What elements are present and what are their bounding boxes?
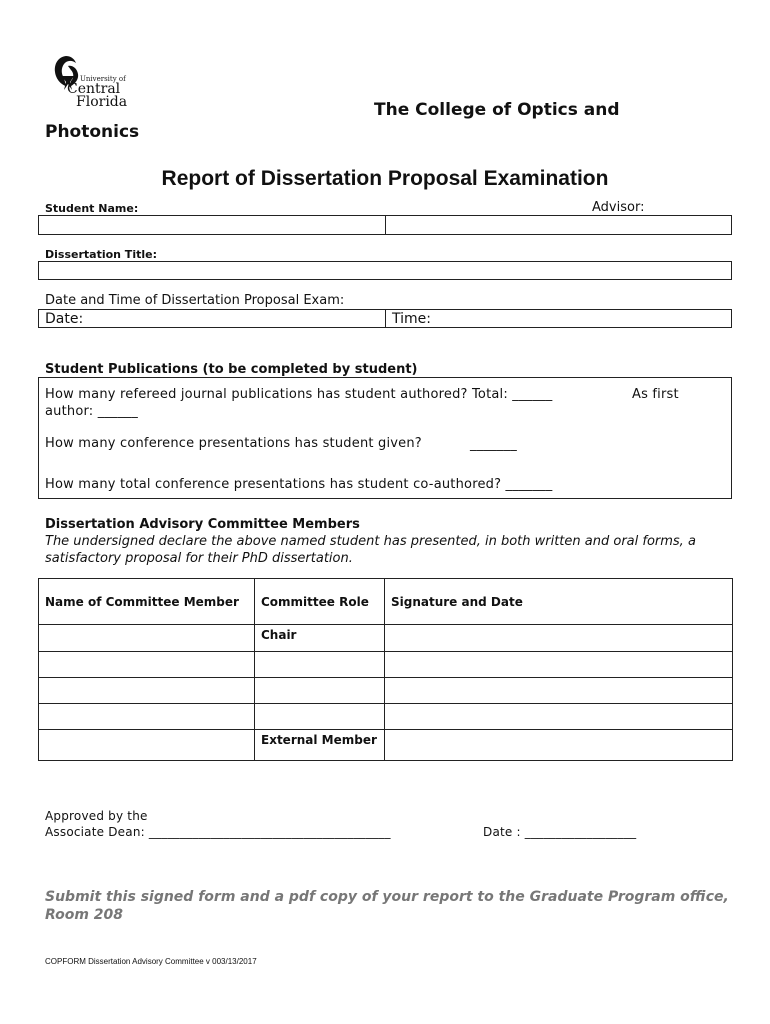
- member-name-cell[interactable]: [39, 678, 255, 704]
- table-row: [39, 625, 733, 652]
- signature-cell[interactable]: [385, 730, 733, 761]
- form-version-footer: COPFORM Dissertation Advisory Committee v 003/13/2017: [45, 957, 257, 966]
- member-name-cell[interactable]: [39, 652, 255, 678]
- time-label: Time:: [392, 311, 431, 327]
- exam-date-field[interactable]: [38, 309, 386, 328]
- committee-heading: Dissertation Advisory Committee Members: [45, 517, 360, 532]
- member-role-cell[interactable]: [255, 678, 385, 704]
- publications-heading: Student Publications (to be completed by student): [45, 362, 418, 377]
- table-row: [39, 704, 733, 730]
- first-author-count: author: ______: [45, 404, 138, 419]
- logo-text-university: University of: [80, 75, 126, 83]
- journal-publications-question: How many refereed journal publications has student authored? Total: ______: [45, 387, 553, 402]
- member-role-cell: External Member: [255, 730, 385, 761]
- approval-date-line[interactable]: Date : __________________: [483, 825, 637, 839]
- table-row: [39, 678, 733, 704]
- conference-presentations-blank[interactable]: _______: [470, 437, 517, 452]
- publications-box: [38, 377, 732, 499]
- advisor-label: Advisor:: [592, 200, 645, 215]
- column-header-name: Name of Committee Member: [39, 579, 255, 625]
- signature-cell[interactable]: [385, 678, 733, 704]
- signature-cell[interactable]: [385, 704, 733, 730]
- exam-time-field[interactable]: [385, 309, 732, 328]
- college-name-line2: Photonics: [45, 122, 140, 142]
- dissertation-title-label: Dissertation Title:: [45, 248, 157, 261]
- member-role-cell[interactable]: [255, 704, 385, 730]
- logo-text-florida: Florida: [76, 94, 128, 110]
- associate-dean-signature-line[interactable]: Associate Dean: _______________________________________: [45, 825, 391, 839]
- table-row: [39, 652, 733, 678]
- table-row: [39, 730, 733, 761]
- committee-description: The undersigned declare the above named student has presented, in both written and oral forms, a satisfactory proposal for their PhD dissertation.: [45, 534, 696, 566]
- signature-cell[interactable]: [385, 625, 733, 652]
- committee-table: [38, 578, 733, 761]
- coauthored-presentations-question: How many total conference presentations has student co-authored? _______: [45, 477, 553, 492]
- submit-instructions: Submit this signed form and a pdf copy of your report to the Graduate Program office, Room 208: [45, 889, 729, 923]
- page-title: Report of Dissertation Proposal Examination: [161, 167, 609, 190]
- advisor-field[interactable]: [385, 215, 732, 235]
- member-name-cell[interactable]: [39, 625, 255, 652]
- member-role-cell[interactable]: [255, 652, 385, 678]
- conference-presentations-question: How many conference presentations has student given?: [45, 436, 422, 451]
- member-name-cell[interactable]: [39, 704, 255, 730]
- dissertation-title-field[interactable]: [38, 261, 732, 280]
- signature-cell[interactable]: [385, 652, 733, 678]
- member-role-cell: Chair: [255, 625, 385, 652]
- date-label: Date:: [45, 311, 84, 327]
- logo-text-central: Central: [67, 81, 121, 97]
- college-name-line1: The College of Optics and: [374, 100, 620, 120]
- student-name-label: Student Name:: [45, 202, 139, 215]
- column-header-signature: Signature and Date: [385, 579, 733, 625]
- column-header-role: Committee Role: [255, 579, 385, 625]
- exam-datetime-label: Date and Time of Dissertation Proposal Exam:: [45, 293, 345, 308]
- ucf-logo: [50, 54, 145, 112]
- table-header-row: [39, 579, 733, 625]
- student-name-field[interactable]: [38, 215, 386, 235]
- first-author-label: As first: [632, 387, 679, 402]
- approved-by-label: Approved by the: [45, 809, 148, 823]
- member-name-cell[interactable]: [39, 730, 255, 761]
